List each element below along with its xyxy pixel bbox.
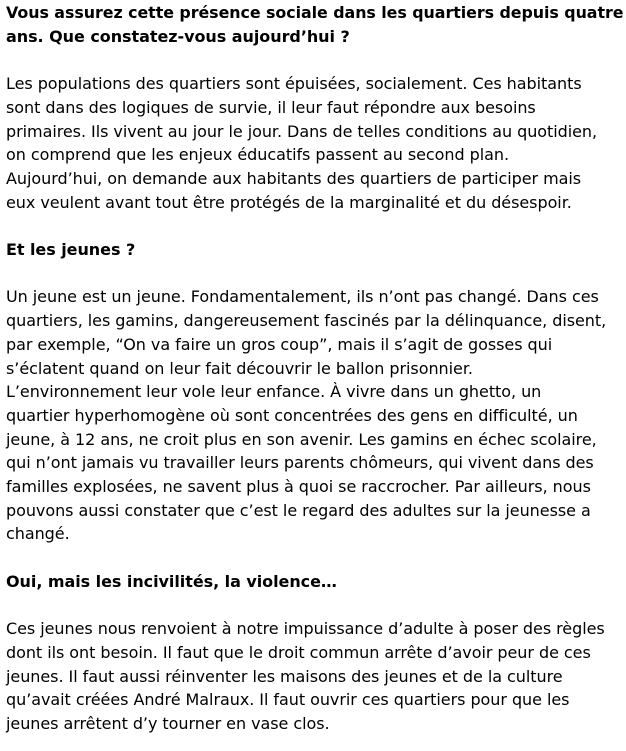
answer-2-line: familles explosées, ne savent plus à quoi se raccrocher. Par ailleurs, nous xyxy=(6,477,591,497)
question-2 xyxy=(6,238,626,262)
answer-2-line: par exemple, “On va faire un gros coup”, mais il s’agit de gosses qui xyxy=(6,334,553,354)
question-1-line: Vous assurez cette présence sociale dans les quartiers depuis quatre xyxy=(6,3,624,22)
answer-1-line: Les populations des quartiers sont épuisées, socialement. Ces habitants xyxy=(6,74,582,94)
answer-2-line: quartier hyperhomogène où sont concentrées des gens en difficulté, un xyxy=(6,405,578,425)
question-1 xyxy=(6,1,626,48)
answer-2-line: quartiers, les gamins, dangereusement fascinés par la délinquance, disent, xyxy=(6,311,607,331)
answer-3-line: qu’avait créées André Malraux. Il faut ouvrir ces quartiers pour que les xyxy=(6,690,570,710)
answer-3-line: dont ils ont besoin. Il faut que le droit commun arrête d’avoir peur de ces xyxy=(6,642,591,662)
answer-1-line: eux veulent avant tout être protégés de la marginalité et du désespoir. xyxy=(6,192,572,212)
answer-1-line: primaires. Ils vivent au jour le jour. Dans de telles conditions au quotidien, xyxy=(6,121,598,141)
answer-3-line: jeunes. Il faut aussi réinventer les maisons des jeunes et de la culture xyxy=(6,666,563,686)
answer-2-line: pouvons aussi constater que c’est le regard des adultes sur la jeunesse a xyxy=(6,500,591,520)
answer-2-line: changé. xyxy=(6,524,70,544)
answer-1-line: sont dans des logiques de survie, il leur faut répondre aux besoins xyxy=(6,97,536,117)
answer-3 xyxy=(6,617,626,736)
answer-3-line: Ces jeunes nous renvoient à notre impuissance d’adulte à poser des règles xyxy=(6,619,605,639)
answer-2-line: s’éclatent quand on leur fait découvrir le ballon prisonnier. xyxy=(6,358,473,378)
answer-1-line: on comprend que les enjeux éducatifs passent au second plan. xyxy=(6,145,510,165)
answer-2 xyxy=(6,285,626,546)
answer-2-line: jeune, à 12 ans, ne croit plus en son avenir. Les gamins en échec scolaire, xyxy=(6,429,597,449)
question-2-line: Et les jeunes ? xyxy=(6,240,136,259)
answer-2-line: Un jeune est un jeune. Fondamentalement, ils n’ont pas changé. Dans ces xyxy=(6,287,599,307)
question-1-line: ans. Que constatez-vous aujourd’hui ? xyxy=(6,26,350,46)
question-3 xyxy=(6,570,626,594)
answer-2-line: qui n’ont jamais vu travailler leurs parents chômeurs, qui vivent dans des xyxy=(6,453,594,473)
question-3-line: Oui, mais les incivilités, la violence… xyxy=(6,571,337,591)
answer-1-line: Aujourd’hui, on demande aux habitants des quartiers de participer mais xyxy=(6,168,582,188)
answer-2-line: L’environnement leur vole leur enfance. À vivre dans un ghetto, un xyxy=(6,382,542,402)
answer-3-line: jeunes arrêtent d’y tourner en vase clos. xyxy=(6,714,330,734)
answer-1 xyxy=(6,72,626,214)
